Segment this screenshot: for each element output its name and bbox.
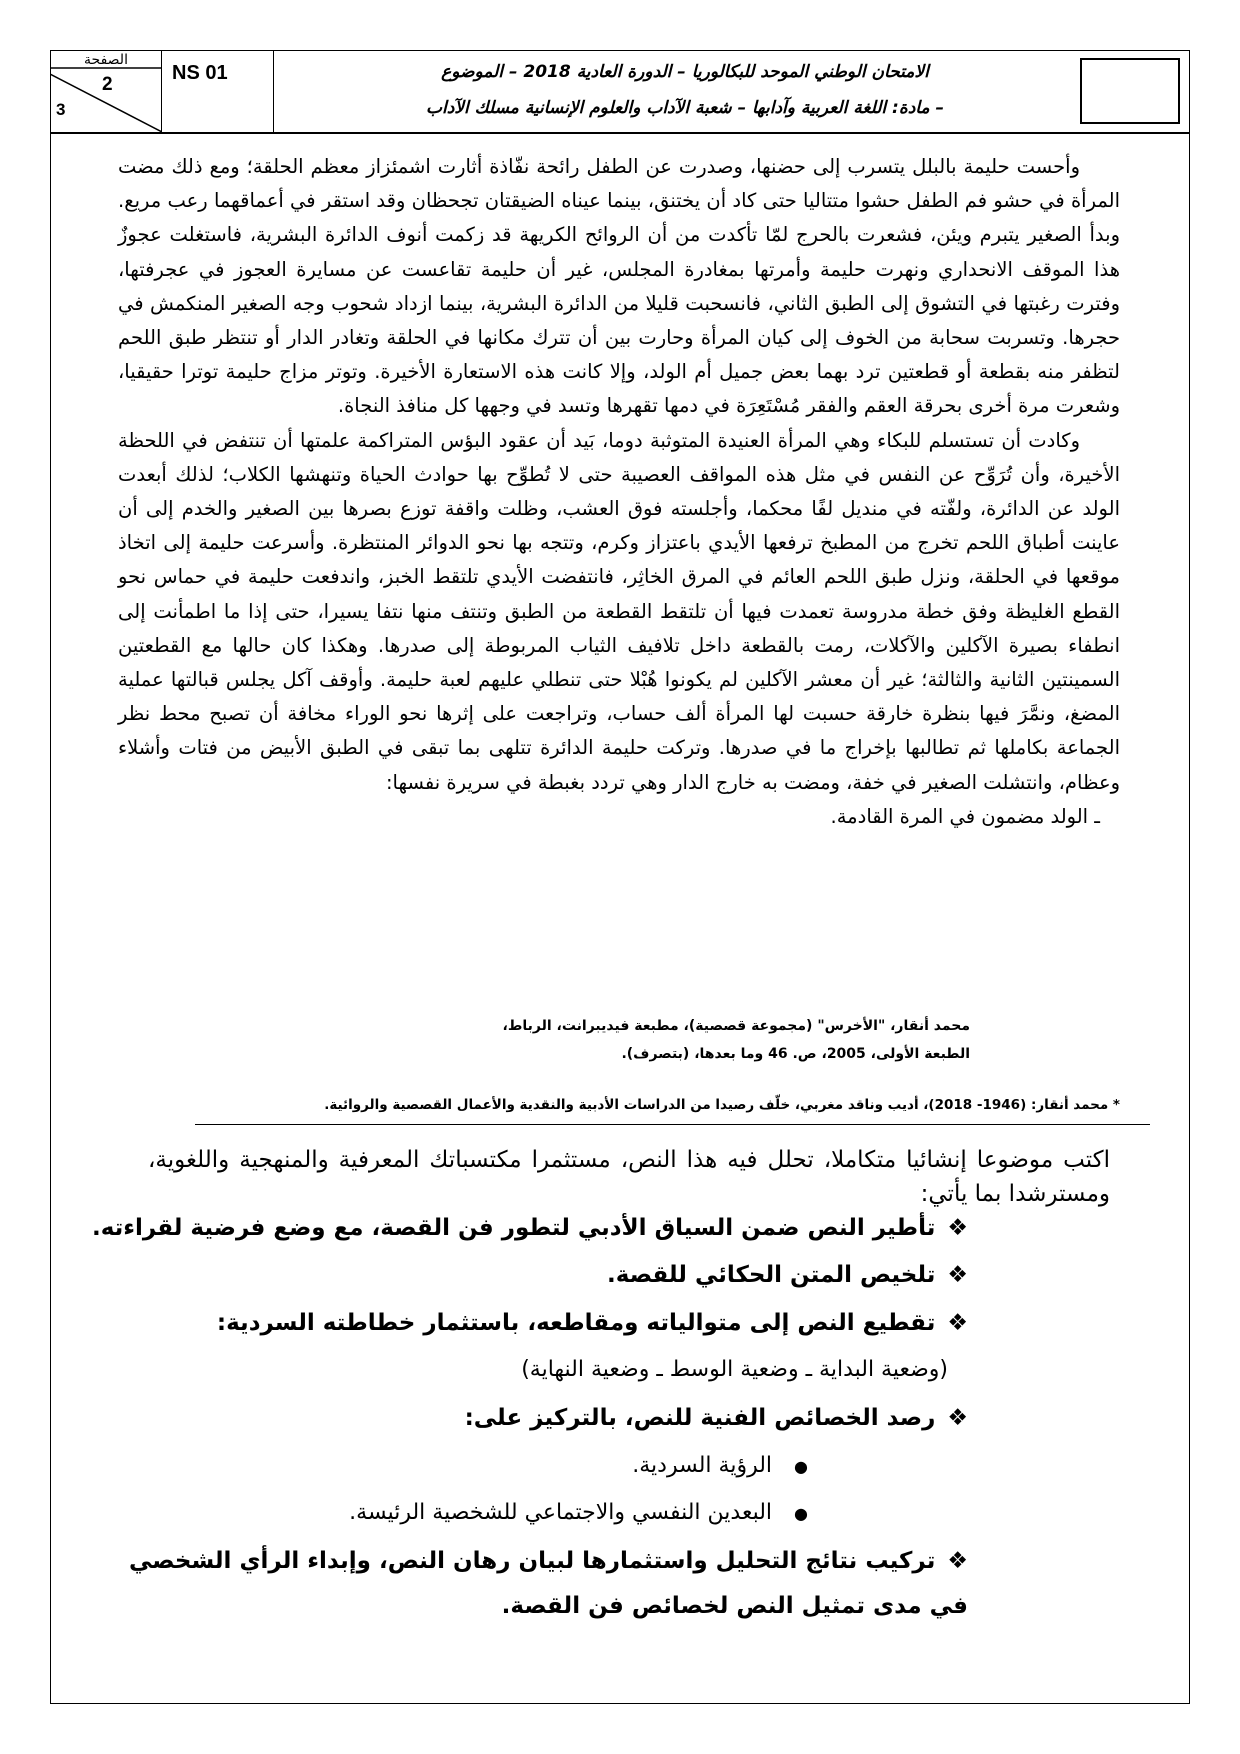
- story-text: [118, 150, 1120, 834]
- task-4-text: رصد الخصائص الفنية للنص، بالتركيز على:: [464, 1405, 936, 1431]
- page-total: 3: [56, 100, 66, 119]
- task-4-bullet-1: [632, 1453, 808, 1478]
- task-4-bullet-2-text: البعدين النفسي والاجتماعي للشخصية الرئيسة.: [349, 1500, 773, 1525]
- story-ending: ـ الولد مضمون في المرة القادمة.: [830, 804, 1100, 828]
- page-current: 2: [102, 74, 113, 95]
- instructions: اكتب موضوعا إنشائيا متكاملا، تحلل فيه هذا النص، مستثمرا مكتسباتك المعرفية والمنهجية واللغوية، ومسترشدا بما يأتي:: [148, 1147, 1110, 1207]
- diamond-bullet-icon: ❖: [947, 1405, 968, 1431]
- exam-title-line1: الامتحان الوطني الموحد للبكالوريا – الدورة العادية 2018 – الموضوع: [441, 62, 929, 82]
- citation: [200, 1012, 1020, 1068]
- empty-box: [1080, 58, 1180, 124]
- citation-line-2: الطبعة الأولى، 2005، ص. 46 وما بعدها، (بتصرف).: [621, 1046, 970, 1062]
- task-5-line-2: في مدى تمثيل النص لخصائص فن القصة.: [501, 1593, 968, 1619]
- task-4: [465, 1405, 968, 1431]
- bullet-dot-icon: ●: [794, 1457, 808, 1476]
- exam-title-line2: – مادة: اللغة العربية وآدابها – شعبة الآداب والعلوم الإنسانية مسلك الآداب: [425, 98, 944, 118]
- task-2: [607, 1262, 968, 1288]
- story-paragraph-2: وكادت أن تستسلم للبكاء وهي المرأة العنيدة المتوثبة دوما، بَيد أن عقود البؤس المتراكمة علمتها أن تنتفض في اللحظة الأخيرة، وأن تُرَوِّح عن النفس في مثل هذه المواقف العصيبة حتى لا تُطوِّح بها حوادث الحياة وتنهشها الكلاب؛ لذلك أبعدت الولد عن الدائرة، ولفّته في منديل لفًا محكما، وأجلسته فوق العشب، وظلت واقفة توزع بصرها بين الصغير والخدم إلى أن عاينت أطباق اللحم تخرج من المطبخ ترفعها الأيدي باعتزاز وكرم، وتتجه بها نحو الدوائر المنتظرة. وأسرعت حليمة إلى اتخاذ موقعها في الحلقة، ونزل طبق اللحم العائم في المرق الخاثِر، فانتفضت الأيدي تلتقط الخبز، واندفعت حليمة في حماس نحو القطع الغليظة وفق خطة مدروسة تعمدت فيها أن تلتقط القطعة من الطبق وتنتف منها نتفا يسيرا، حتى إذا ما اطمأنت إلى انطفاء بصيرة الآكلين والآكلات، رمت بالقطعة داخل تلافيف الثياب المربوطة إلى صدرها. وهكذا كان حالها مع القطعتين السمينتين الثانية والثالثة؛ غير أن معشر الآكلين لم يكونوا هُبْلا حتى تنطلي عليهم لعبة حليمة. وأوقف آكل يجلس قبالتها عملية المضغ، ونمَّرَ فيها بنظرة خارقة حسبت لها المرأة ألف حساب، وتراجعت على إثرها نحو الوراء مخافة أن تصبح محط نظر الجماعة بكاملها ثم تطالبها بإخراج ما في صدرها. وتركت حليمة الدائرة تتلهى بما تبقى في الطبق الأبيض من فتات وأشلاء وعظام، وانتشلت الصغير في خفة، ومضت به خارج الدار وهي تردد بغبطة في سريرة نفسها:: [118, 428, 1120, 794]
- page-number-box: [50, 50, 162, 132]
- citation-line-1: محمد أنقار، "الأخرس" (مجموعة قصصية)، مطبعة فيديبرانت، الرباط،: [502, 1018, 970, 1034]
- bullet-dot-icon: ●: [794, 1504, 808, 1523]
- exam-code: NS 01: [162, 50, 274, 132]
- task-2-text: تلخيص المتن الحكائي للقصة.: [607, 1262, 936, 1288]
- author-bio: * محمد أنقار: (1946- 2018)، أديب وناقد مغربي، خلّف رصيدا من الدراسات الأدبية والنقدية والأعمال القصصية والروائية.: [324, 1097, 1120, 1113]
- task-4-bullet-2: [349, 1500, 808, 1525]
- task-1: [92, 1215, 968, 1241]
- task-5: [129, 1548, 968, 1574]
- diamond-bullet-icon: ❖: [947, 1310, 968, 1336]
- exam-title: [290, 54, 1080, 126]
- task-5-text-1: تركيب نتائج التحليل واستثمارها لبيان رهان النص، وإبداء الرأي الشخصي: [129, 1548, 936, 1574]
- diamond-bullet-icon: ❖: [947, 1262, 968, 1288]
- exam-header: [50, 50, 1190, 134]
- task-1-text: تأطير النص ضمن السياق الأدبي لتطور فن القصة، مع وضع فرضية لقراءته.: [91, 1215, 936, 1241]
- task-4-bullet-1-text: الرؤية السردية.: [632, 1453, 773, 1478]
- task-3: [217, 1310, 968, 1336]
- diamond-bullet-icon: ❖: [947, 1215, 968, 1241]
- task-3-sub: (وضعية البداية ـ وضعية الوسط ـ وضعية النهاية): [521, 1357, 948, 1382]
- story-paragraph-1: وأحست حليمة بالبلل يتسرب إلى حضنها، وصدرت عن الطفل رائحة نفّاذة أثارت اشمئزاز معظم الحلقة؛ ومع ذلك مضت المرأة في حشو فم الطفل حشوا متتاليا حتى كاد أن يختنق، بينما عيناه الضيقتان تجحظان وقد استقر في أعماقهما رعب مريع. وبدأ الصغير يتبرم ويئن، فشعرت بالحرج لمّا تأكدت من أن الروائح الكريهة قد زكمت أنوف الدائرة البشرية، فاستغلت عجوزٌ هذا الموقف الانحداري ونهرت حليمة وأمرتها بمغادرة المجلس، غير أن حليمة تقاعست عن مسايرة العجوز في عجرفتها، وفترت رغبتها في التشوق إلى الطبق الثاني، فانسحبت قليلا من الدائرة البشرية، بينما ازداد شحوب وجه الصغير المنكمش في حجرها. وتسربت سحابة من الخوف إلى كيان المرأة وحارت بين أن تترك مكانها في الحلقة وتغادر الدار أو تنتظر طبق اللحم لتظفر منه بقطعة أو قطعتين ترد بهما بعض جميل أم الولد، وإلا كانت هذه الاستعارة الأخيرة. وتوتر مزاج حليمة توترا حقيقيا، وشعرت مرة أخرى بحرقة العقم والفقر مُسْتَعِرَة في دمها تقهرها وتسد في وجهها كل منافذ النجاة.: [118, 155, 1120, 418]
- diamond-bullet-icon: ❖: [947, 1548, 968, 1574]
- divider: [195, 1124, 1150, 1125]
- page-label: الصفحة: [84, 52, 128, 68]
- task-3-text: تقطيع النص إلى متوالياته ومقاطعه، باستثمار خطاطته السردية:: [216, 1310, 936, 1336]
